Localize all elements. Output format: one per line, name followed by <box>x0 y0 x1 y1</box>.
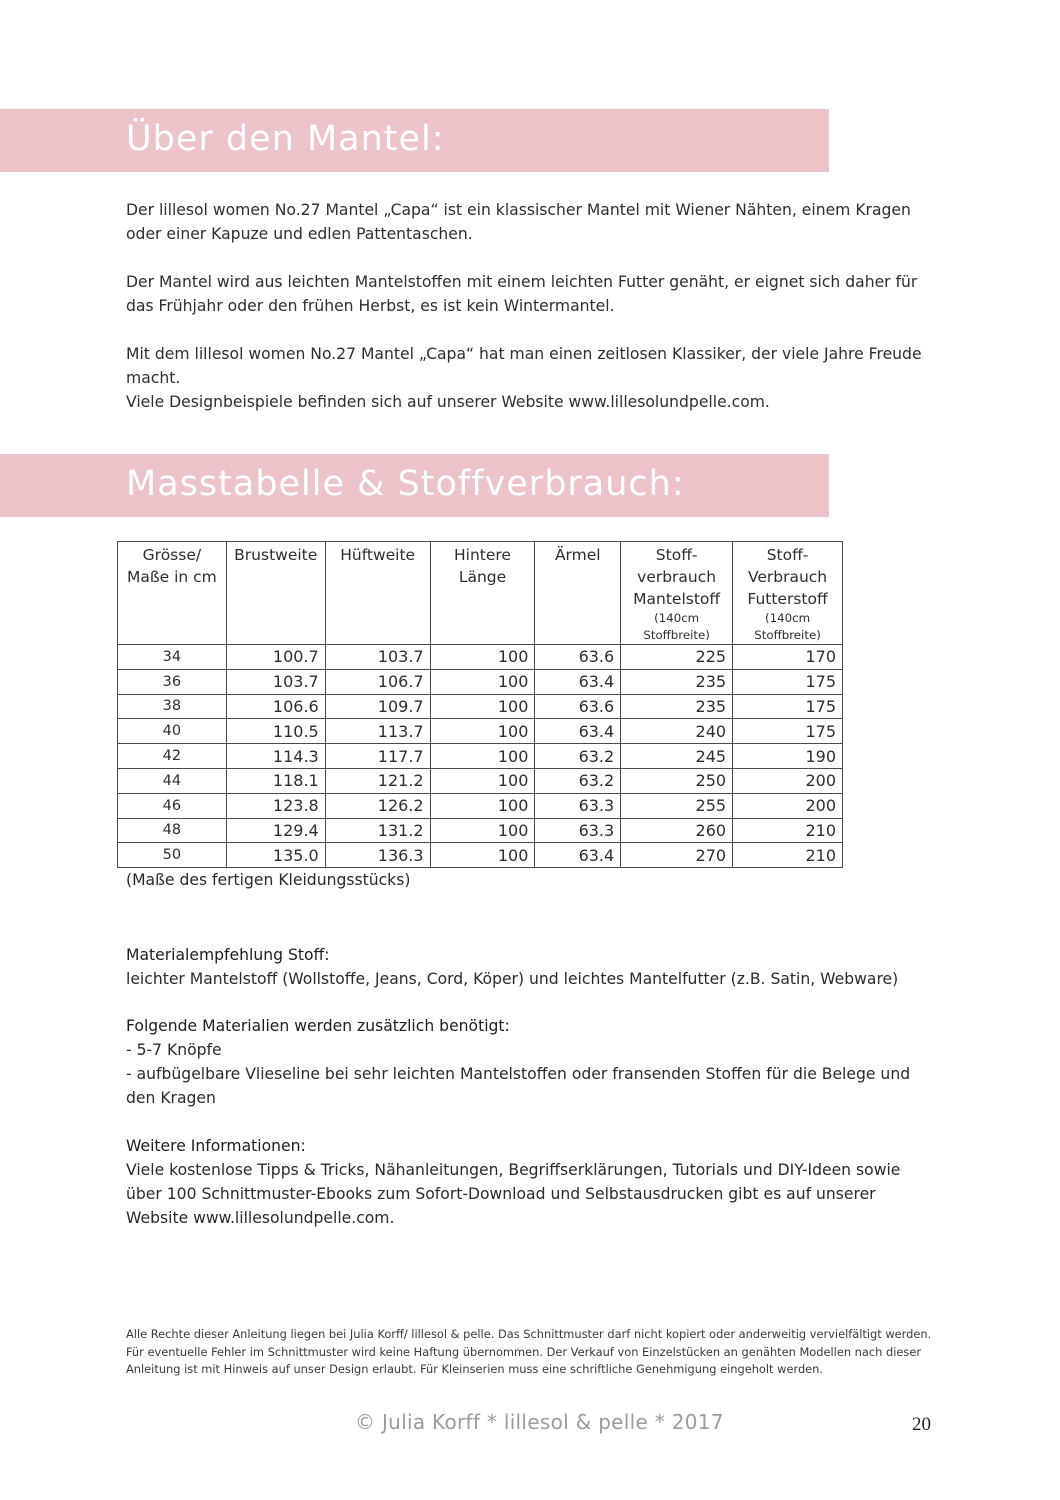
list-item: - 5-7 Knöpfe <box>126 1041 222 1059</box>
footer-copyright: © Julia Korff * lillesol & pelle * 2017 <box>355 1410 724 1434</box>
header-brustweite: Brustweite <box>226 542 325 645</box>
table-row: 44 118.1 121.2 100 63.2 250 200 <box>118 768 843 793</box>
legal-notice: Alle Rechte dieser Anleitung liegen bei Julia Korff/ lillesol & pelle. Das Schnittmuster darf nicht kopiert oder anderweitig vervielfältigt werden. Für eventuelle Fehler im Schnittmuster wird keine Haftung übernommen. Der Verkauf von Einzelstücken an genähten Modellen nach dieser Anleitung ist mit Hinweis auf unser Design erlaubt. Für Kleinserien muss eine schriftliche Genehmigung eingeholt werden. <box>126 1327 932 1377</box>
table-row: 40 110.5 113.7 100 63.4 240 175 <box>118 719 843 744</box>
header-stoffverbrauch-mantel: Stoff- verbrauch Mantelstoff (140cm Stoffbreite) <box>621 542 733 645</box>
header-aermel: Ärmel <box>535 542 621 645</box>
table-row: 46 123.8 126.2 100 63.3 255 200 <box>118 793 843 818</box>
page-number: 20 <box>912 1414 931 1435</box>
additional-heading: Folgende Materialien werden zusätzlich benötigt: <box>126 1017 510 1035</box>
header-size: Grösse/ Maße in cm <box>118 542 227 645</box>
intro-text <box>126 198 946 414</box>
table-row: 36 103.7 106.7 100 63.4 235 175 <box>118 669 843 694</box>
info-text: Viele kostenlose Tipps & Tricks, Nähanleitungen, Begriffserklärungen, Tutorials und DIY-Ideen sowie über 100 Schnittmuster-Ebooks zum Sofort-Download und Selbstausdrucken gibt es auf unserer Website www.lillesolundpelle.com. <box>126 1161 901 1227</box>
section-banner-mantel <box>0 109 829 172</box>
list-item: - aufbügelbare Vlieseline bei sehr leichten Mantelstoffen oder fransenden Stoffen für die Belege und den Kragen <box>126 1065 911 1107</box>
section-title: Masstabelle & Stoffverbrauch: <box>126 464 685 504</box>
header-hueftweite: Hüftweite <box>325 542 430 645</box>
size-table <box>117 541 843 868</box>
material-text: leichter Mantelstoff (Wollstoffe, Jeans, Cord, Köper) und leichtes Mantelfutter (z.B. Satin, Webware) <box>126 970 899 988</box>
header-stoffverbrauch-futter: Stoff- Verbrauch Futterstoff (140cm Stoffbreite) <box>733 542 843 645</box>
table-note: (Maße des fertigen Kleidungsstücks) <box>126 871 411 889</box>
paragraph: Mit dem lillesol women No.27 Mantel „Capa“ hat man einen zeitlosen Klassiker, der viele Jahre Freude macht. <box>126 345 922 387</box>
material-section <box>126 943 936 991</box>
paragraph: Der Mantel wird aus leichten Mantelstoffen mit einem leichten Futter genäht, er eignet sich daher für das Frühjahr oder den frühen Herbst, es ist kein Wintermantel. <box>126 273 918 315</box>
paragraph: Der lillesol women No.27 Mantel „Capa“ ist ein klassischer Mantel mit Wiener Nähten, einem Kragen oder einer Kapuze und edlen Pattentaschen. <box>126 201 911 243</box>
table-header-row <box>118 542 843 645</box>
table-row: 42 114.3 117.7 100 63.2 245 190 <box>118 744 843 769</box>
info-heading: Weitere Informationen: <box>126 1137 306 1155</box>
header-hintere-laenge: Hintere Länge <box>430 542 535 645</box>
section-banner-masstabelle <box>0 454 829 517</box>
table-row: 50 135.0 136.3 100 63.4 270 210 <box>118 843 843 868</box>
table-row: 48 129.4 131.2 100 63.3 260 210 <box>118 818 843 843</box>
table-row: 38 106.6 109.7 100 63.6 235 175 <box>118 694 843 719</box>
material-heading: Materialempfehlung Stoff: <box>126 946 330 964</box>
section-title: Über den Mantel: <box>126 119 445 159</box>
table-row: 34 100.7 103.7 100 63.6 225 170 <box>118 645 843 670</box>
info-section <box>126 1134 936 1230</box>
additional-materials-section <box>126 1014 936 1110</box>
paragraph: Viele Designbeispiele befinden sich auf unserer Website www.lillesolundpelle.com. <box>126 393 770 411</box>
